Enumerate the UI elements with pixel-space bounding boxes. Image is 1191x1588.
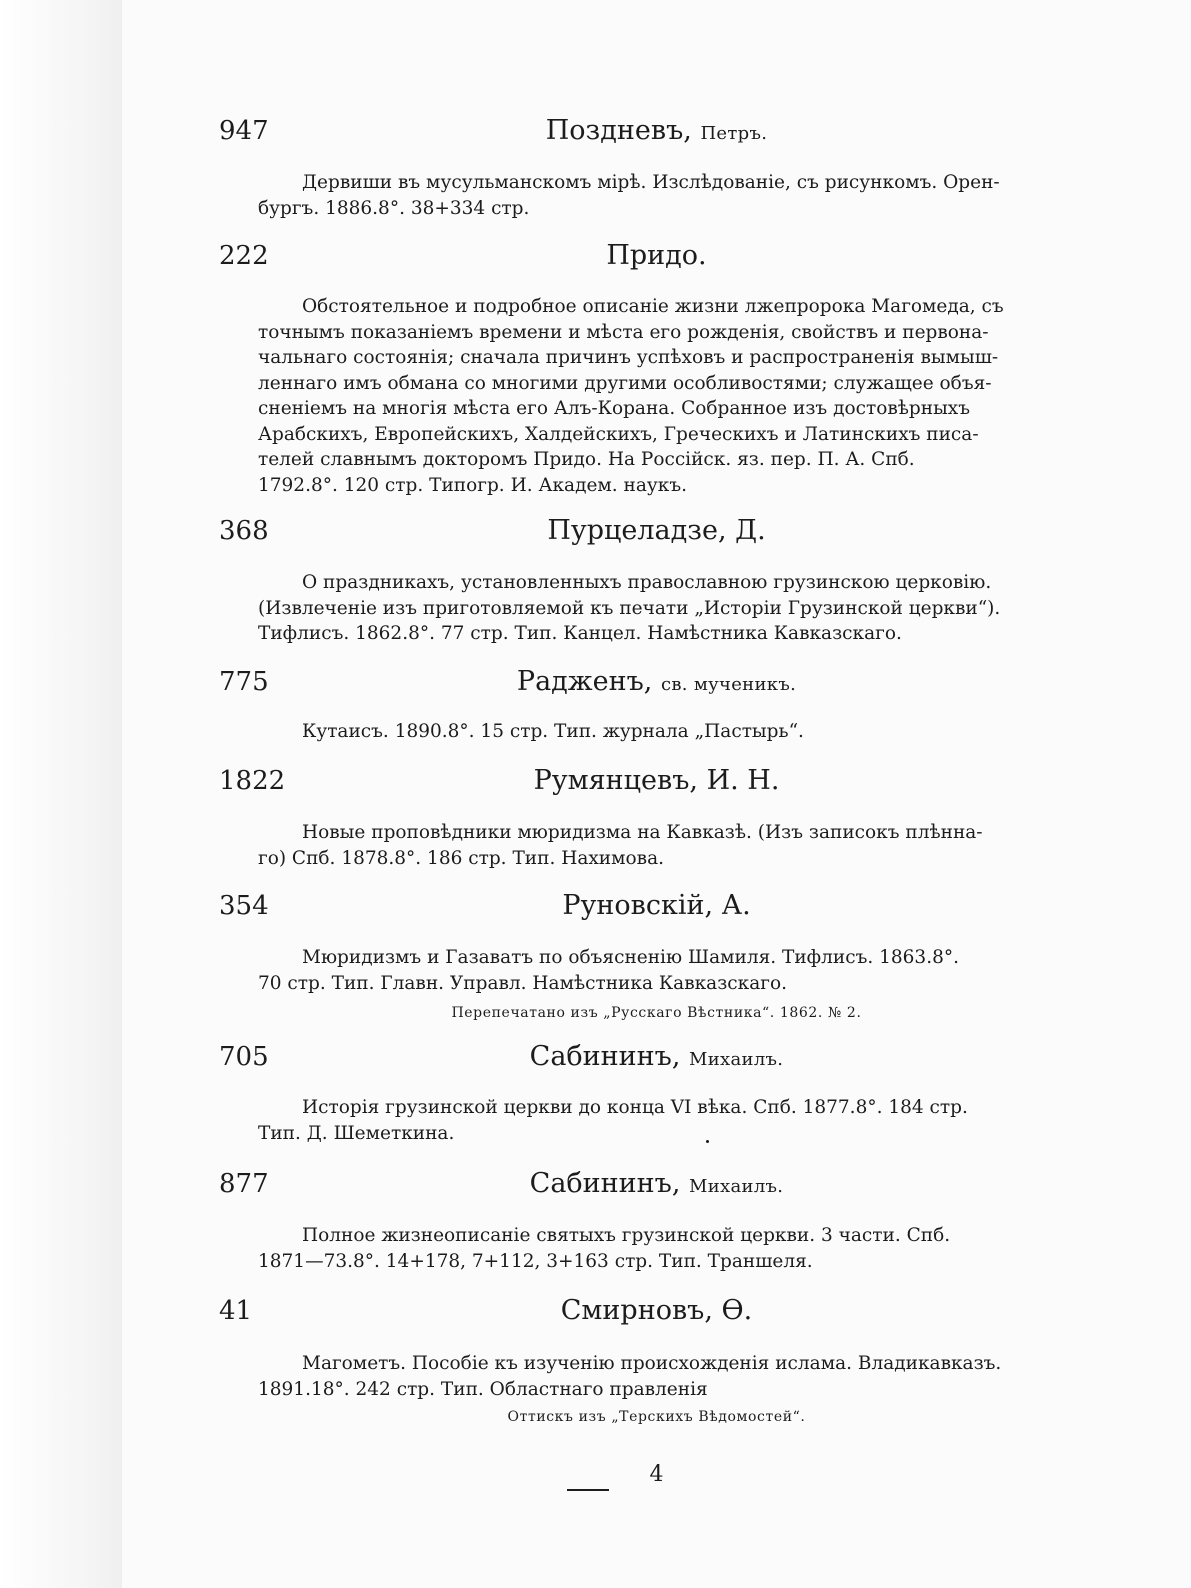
entry-author — [122, 766, 1191, 796]
entry-description — [258, 1223, 1038, 1274]
page-number: 4 — [649, 1462, 664, 1487]
entry-description — [258, 719, 1038, 745]
entry-number: 354 — [219, 891, 269, 921]
author-name: Поздневъ, — [545, 115, 692, 146]
scan-margin — [0, 0, 122, 1588]
entry-author — [122, 1169, 1191, 1202]
entry-author — [122, 891, 1191, 921]
entry-note: Перепечатано изъ „Русскаго Вѣстника“. 1862. № 2. — [451, 1005, 862, 1021]
description-line: Обстоятельное и подробное описаніе жизни лжепророка Магомеда, съ — [302, 296, 1004, 317]
author-name: Радженъ, — [516, 666, 653, 697]
entry-description — [258, 1095, 1038, 1146]
description-line: чальнаго состоянія; сначала причинъ успѣховъ и распространенія вымыш- — [258, 347, 999, 368]
description-line: Дервиши въ мусульманскомъ мірѣ. Изслѣдованіе, съ рисункомъ. Орен- — [302, 172, 1000, 193]
description-line: О праздникахъ, установленныхъ православною грузинскою церковію. — [302, 572, 992, 593]
description-line: сненіемъ на многія мѣста его Алъ-Корана. Собранное изъ достовѣрныхъ — [258, 398, 971, 419]
author-name: Пурцеладзе, Д. — [547, 515, 766, 546]
entry-author — [122, 516, 1191, 546]
description-line: 1871—73.8°. 14+178, 7+112, 3+163 стр. Тип. Траншеля. — [258, 1250, 813, 1272]
entry-number: 947 — [219, 116, 269, 146]
entry-author — [122, 116, 1191, 149]
author-given-name: Петръ. — [700, 123, 768, 144]
description-line: леннаго имъ обмана со многими другими особливостями; служащее объя- — [258, 372, 992, 394]
page-number-rule — [567, 1489, 609, 1491]
entry-description — [258, 294, 1038, 498]
description-line: Тип. Д. Шеметкина. — [258, 1122, 455, 1144]
description-line: Тифлисъ. 1862.8°. 77 стр. Тип. Канцел. Намѣстника Кавказскаго. — [258, 623, 902, 644]
entry-number: 368 — [219, 516, 269, 546]
entry-description — [258, 170, 1038, 221]
author-name: Сабининъ, — [529, 1168, 681, 1199]
entry-description — [258, 945, 1038, 996]
description-line: Магометъ. Пособіе къ изученію происхожденія ислама. Владикавказъ. — [302, 1353, 1002, 1374]
description-line: 1792.8°. 120 стр. Типогр. И. Академ. наукъ. — [258, 474, 688, 496]
description-line: точнымъ показаніемъ времени и мѣста его рожденія, свойствъ и первона- — [258, 321, 989, 343]
entry-number: 1822 — [219, 766, 286, 796]
description-line: телей славнымъ докторомъ Придо. На Россійск. яз. пер. П. А. Спб. — [258, 449, 915, 470]
author-name: Сабининъ, — [529, 1041, 681, 1072]
description-line: 70 стр. Тип. Главн. Управл. Намѣстника Кавказскаго. — [258, 972, 787, 994]
print-speck — [706, 1140, 709, 1143]
catalog-page — [122, 0, 1191, 1588]
description-line: (Извлеченіе изъ приготовляемой къ печати „Исторіи Грузинской церкви“). — [258, 597, 1001, 619]
description-line: 1891.18°. 242 стр. Тип. Областнаго правленія — [258, 1378, 708, 1400]
author-given-name: Михаилъ. — [689, 1049, 784, 1070]
description-line: Мюридизмъ и Газаватъ по объясненію Шамиля. Тифлисъ. 1863.8°. — [302, 947, 959, 968]
entry-number: 41 — [219, 1296, 253, 1326]
entry-number: 775 — [219, 667, 269, 697]
entry-number: 222 — [219, 241, 269, 271]
entry-author — [122, 1042, 1191, 1075]
author-name: Смирновъ, Ѳ. — [560, 1295, 753, 1326]
entry-author — [122, 241, 1191, 271]
description-line: Кутаисъ. 1890.8°. 15 стр. Тип. журнала „Пастырь“. — [302, 721, 804, 742]
description-line: Арабскихъ, Европейскихъ, Халдейскихъ, Греческихъ и Латинскихъ писа- — [258, 423, 979, 445]
author-name: Руновскій, А. — [562, 890, 751, 921]
author-given-name: Михаилъ. — [689, 1176, 784, 1197]
author-name: Румянцевъ, И. Н. — [533, 765, 780, 796]
description-line: Исторія грузинской церкви до конца VI вѣка. Спб. 1877.8°. 184 стр. — [302, 1097, 968, 1118]
entry-description — [258, 1351, 1038, 1402]
entry-number: 705 — [219, 1042, 269, 1072]
entry-author — [122, 667, 1191, 700]
entry-author — [122, 1296, 1191, 1326]
description-line: бургъ. 1886.8°. 38+334 стр. — [258, 197, 530, 219]
author-name: Придо. — [606, 240, 707, 271]
description-line: Полное жизнеописаніе святыхъ грузинской церкви. 3 части. Спб. — [302, 1225, 951, 1246]
description-line: го) Спб. 1878.8°. 186 стр. Тип. Нахимова. — [258, 847, 664, 869]
entry-note: Оттискъ изъ „Терскихъ Вѣдомостей“. — [507, 1409, 806, 1425]
entry-description — [258, 570, 1038, 647]
entry-number: 877 — [219, 1169, 269, 1199]
entry-description — [258, 820, 1038, 871]
author-given-name: св. мученикъ. — [660, 674, 797, 695]
description-line: Новые проповѣдники мюридизма на Кавказѣ. (Изъ записокъ плѣнна- — [302, 822, 983, 843]
